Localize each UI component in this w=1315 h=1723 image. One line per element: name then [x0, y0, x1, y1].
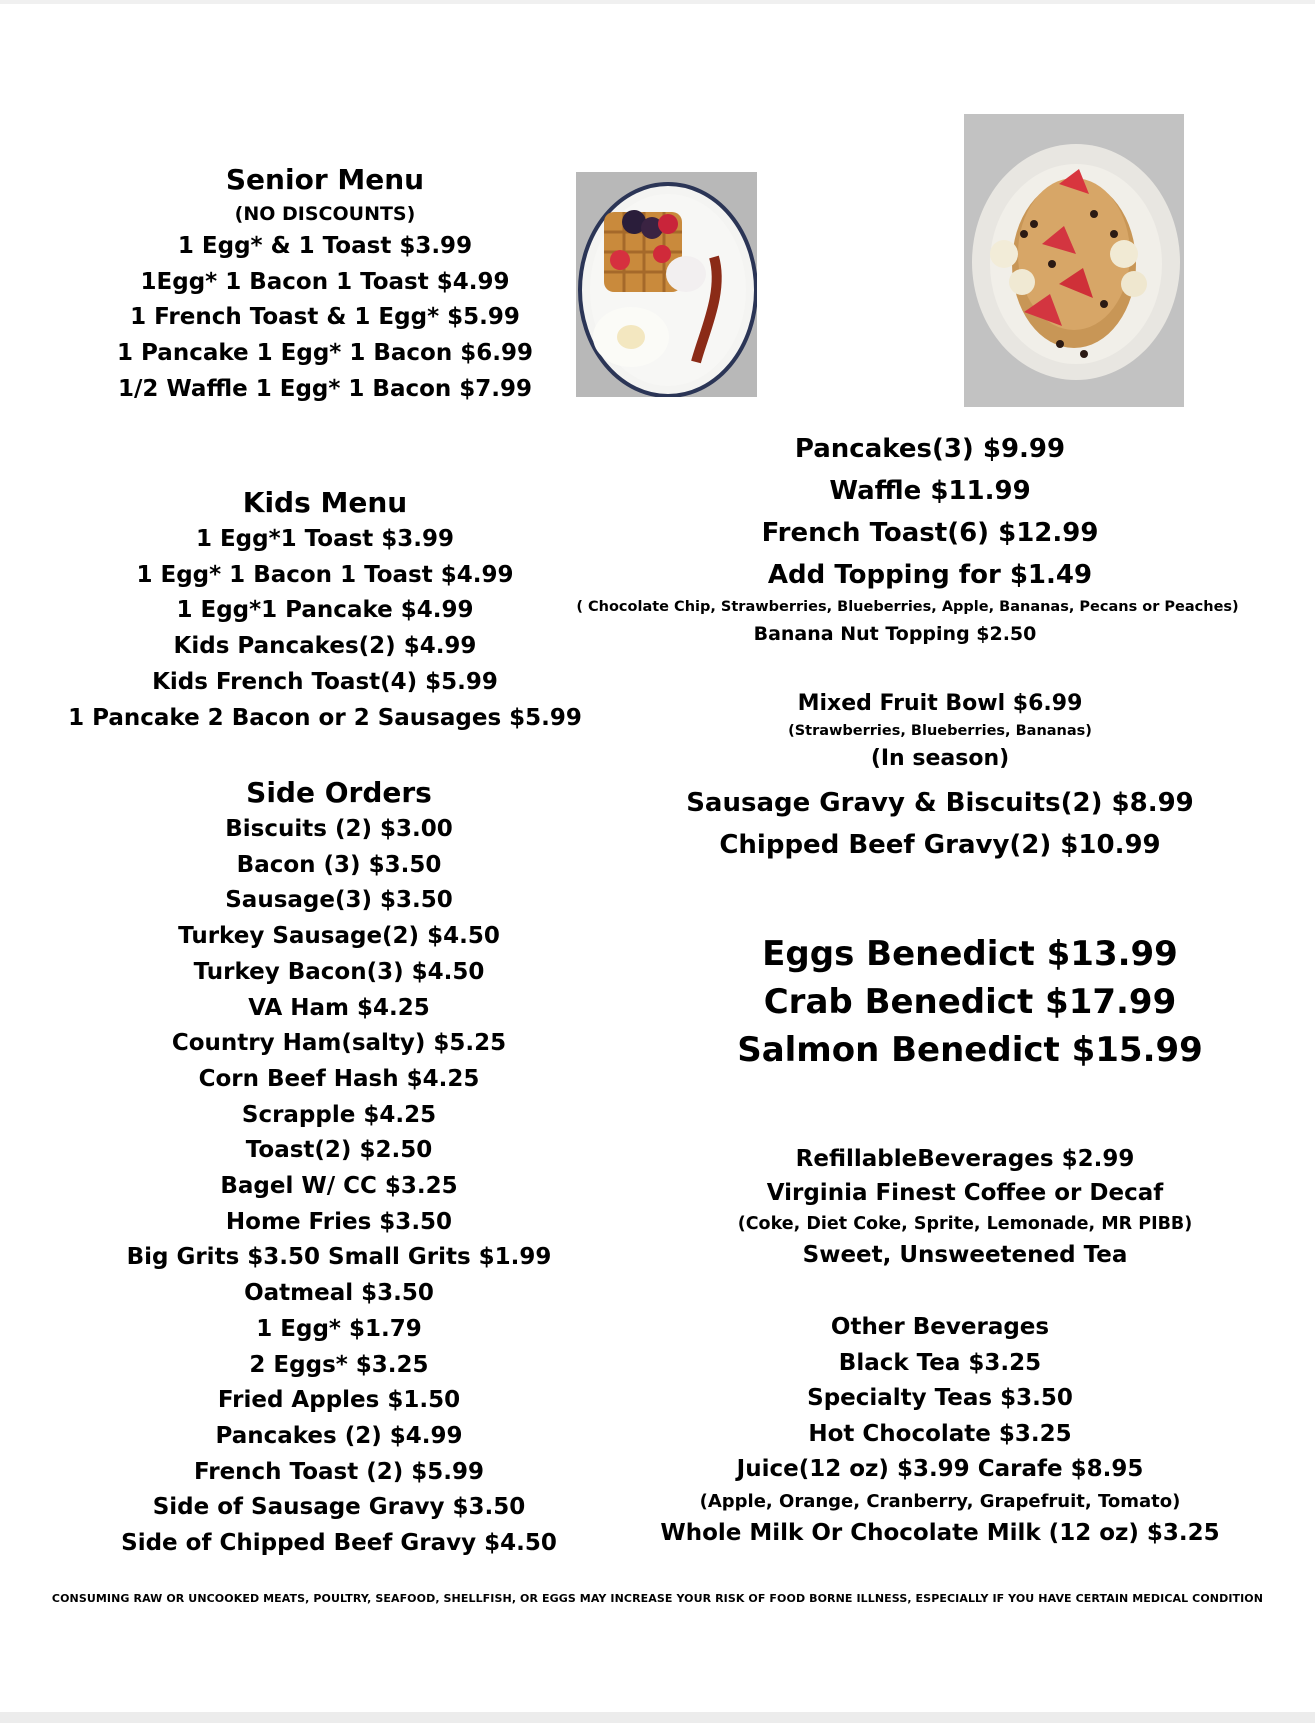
side-item: Turkey Bacon(3) $4.50 [193, 958, 485, 985]
kids-item: 1 Pancake 2 Bacon or 2 Sausages $5.99 [68, 704, 582, 731]
kids-item: Kids French Toast(4) $5.99 [152, 668, 498, 695]
senior-menu-section [20, 161, 630, 408]
side-item: 1 Egg* $1.79 [256, 1315, 422, 1342]
side-item: Toast(2) $2.50 [245, 1137, 433, 1164]
fruit-bowl-note: (Strawberries, Blueberries, Bananas) [788, 723, 1092, 739]
side-item: Biscuits (2) $3.00 [225, 816, 453, 842]
benedict-item: Eggs Benedict $13.99 [762, 934, 1178, 974]
juice-note: (Apple, Orange, Cranberry, Grapefruit, Tomato) [699, 1490, 1181, 1512]
senior-menu-note: (NO DISCOUNTS) [234, 203, 416, 225]
griddle-item: French Toast(6) $12.99 [761, 518, 1099, 548]
soda-note: (Coke, Diet Coke, Sprite, Lemonade, MR PIBB) [737, 1214, 1193, 1234]
beverage-item: Black Tea $3.25 [838, 1349, 1042, 1376]
side-item: Home Fries $3.50 [225, 1208, 453, 1235]
side-item: Sausage(3) $3.50 [225, 887, 453, 914]
benedict-item: Salmon Benedict $15.99 [737, 1030, 1203, 1070]
fruit-section [545, 688, 1315, 776]
side-item: Bagel W/ CC $3.25 [220, 1173, 458, 1200]
kids-menu-title: Kids Menu [242, 486, 408, 519]
senior-menu-title: Senior Menu [225, 163, 425, 196]
senior-item: 1 Pancake 1 Egg* 1 Bacon $6.99 [117, 340, 533, 367]
other-beverages-title: Other Beverages [830, 1314, 1050, 1340]
kids-item: Kids Pancakes(2) $4.99 [173, 633, 477, 660]
griddle-item: Waffle $11.99 [829, 476, 1031, 506]
beverage-item: Specialty Teas $3.50 [807, 1385, 1073, 1411]
senior-item: 1/2 Waffle 1 Egg* 1 Bacon $7.99 [117, 375, 533, 402]
senior-item: 1Egg* 1 Bacon 1 Toast $4.99 [140, 268, 510, 295]
side-orders-section [34, 774, 644, 1562]
benedict-item: Crab Benedict $17.99 [763, 982, 1177, 1022]
fruit-bowl-item: Mixed Fruit Bowl $6.99 [797, 691, 1083, 716]
toppings-block [500, 595, 1315, 619]
kids-item: 1 Egg* 1 Bacon 1 Toast $4.99 [136, 561, 514, 588]
side-item: Corn Beef Hash $4.25 [198, 1065, 480, 1092]
banana-nut-block [545, 620, 1245, 648]
griddle-section [545, 428, 1315, 596]
side-item: VA Ham $4.25 [248, 994, 430, 1021]
gravy-item: Chipped Beef Gravy(2) $10.99 [719, 830, 1161, 860]
gravy-section [530, 782, 1315, 866]
gravy-item: Sausage Gravy & Biscuits(2) $8.99 [686, 788, 1194, 818]
milk-item: Whole Milk Or Chocolate Milk (12 oz) $3.25 [660, 1519, 1220, 1546]
senior-item: 1 Egg* & 1 Toast $3.99 [177, 233, 473, 259]
waffle-plate-photo [576, 172, 757, 397]
top-edge [0, 0, 1315, 4]
side-item: Pancakes (2) $4.99 [215, 1422, 463, 1449]
kids-item: 1 Egg*1 Pancake $4.99 [176, 597, 474, 624]
senior-item: 1 French Toast & 1 Egg* $5.99 [130, 304, 520, 331]
side-orders-title: Side Orders [246, 776, 432, 809]
griddle-item: Add Topping for $1.49 [767, 560, 1093, 590]
refillable-beverages-section [620, 1142, 1310, 1272]
waffle-plate-image [576, 172, 757, 397]
griddle-item: Pancakes(3) $9.99 [794, 434, 1066, 464]
side-item: Side of Sausage Gravy $3.50 [152, 1494, 526, 1521]
side-item: Scrapple $4.25 [241, 1101, 437, 1128]
side-item: Big Grits $3.50 Small Grits $1.99 [126, 1244, 552, 1271]
tea-line: Sweet, Unsweetened Tea [802, 1242, 1128, 1268]
coffee-line: Virginia Finest Coffee or Decaf [766, 1180, 1164, 1206]
pancake-stack-image [964, 114, 1184, 407]
side-item: French Toast (2) $5.99 [193, 1458, 484, 1485]
side-item: Bacon (3) $3.50 [236, 851, 442, 878]
side-item: Turkey Sausage(2) $4.50 [178, 923, 500, 950]
food-safety-disclaimer: CONSUMING RAW OR UNCOOKED MEATS, POULTRY, SEAFOOD, SHELLFISH, OR EGGS MAY INCREASE YOUR RISK OF FOOD BORNE ILLNESS, ESPECIALLY IF YOU HAVE CERTAIN MEDICAL CONDITION [51, 1592, 1264, 1605]
side-item: Side of Chipped Beef Gravy $4.50 [121, 1530, 557, 1557]
pancake-stack-photo [964, 114, 1184, 407]
refillable-title: RefillableBeverages $2.99 [795, 1146, 1135, 1172]
side-item: Fried Apples $1.50 [217, 1387, 461, 1414]
beverage-item: Juice(12 oz) $3.99 Carafe $8.95 [736, 1456, 1144, 1482]
banana-nut-topping: Banana Nut Topping $2.50 [753, 623, 1037, 645]
bottom-edge [0, 1712, 1315, 1723]
side-item: Country Ham(salty) $5.25 [171, 1030, 507, 1057]
benedict-section [580, 930, 1315, 1074]
beverage-item: Hot Chocolate $3.25 [808, 1420, 1072, 1447]
fruit-season-note: (In season) [870, 746, 1010, 771]
kids-item: 1 Egg*1 Toast $3.99 [195, 526, 455, 552]
toppings-note: ( Chocolate Chip, Strawberries, Blueberries, Apple, Bananas, Pecans or Peaches) [576, 599, 1239, 615]
side-item: Oatmeal $3.50 [244, 1280, 434, 1307]
side-item: 2 Eggs* $3.25 [249, 1351, 429, 1378]
other-beverages-section [595, 1310, 1285, 1550]
